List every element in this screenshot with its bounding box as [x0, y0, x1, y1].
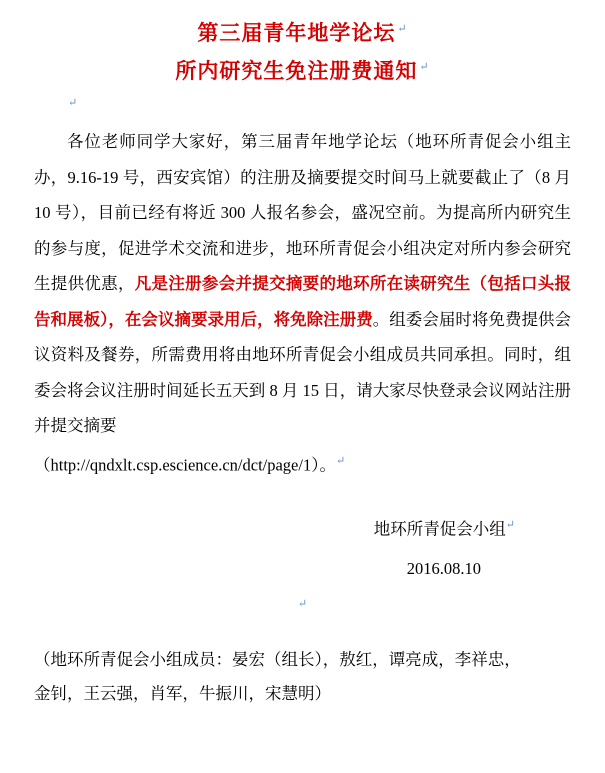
conference-url-text: （http://qndxlt.csp.escience.cn/dct/page/1）。 [34, 455, 336, 474]
blank-line-2 [34, 589, 571, 619]
paragraph-part-2: 。组委会届时将免费提供会议资料及餐券，所需费用将由地环所青促会小组成员共同承担。同时，组委会将会议注册时间延长五天到 8 月 15 日，请大家尽快登录会议网站注册并提交摘要 [34, 309, 572, 435]
paragraph-mark-icon: ↵ [68, 97, 78, 109]
signature-date [34, 549, 515, 589]
signature-org [34, 505, 515, 550]
title-line-1-text: 第三届青年地学论坛 [197, 21, 396, 45]
title-line-2 [34, 50, 571, 88]
title-line-2-text: 所内研究生免注册费通知 [175, 59, 418, 83]
paragraph-highlight: 凡是注册参会并提交摘要的地环所在读研究生（包括口头报告和展板），在会议摘要录用后，将免除注册费 [34, 274, 572, 329]
paragraph-mark-icon: ↵ [335, 454, 346, 467]
paragraph-mark-icon: ↵ [397, 23, 408, 35]
paragraph-mark-icon: ↵ [505, 518, 515, 531]
footer-line-1: （地环所青促会小组成员：晏宏（组长），敖红，谭亮成，李祥忠， [34, 650, 521, 669]
signature-date-text: 2016.08.10 [406, 559, 481, 578]
footer-line-2: 金钊，王云强，肖军，牛振川，宋慧明） [34, 684, 331, 703]
paragraph-part-1: 各位老师同学大家好，第三届青年地学论坛（地环所青促会小组主办，9.16-19 号，西安宾馆）的注册及摘要提交时间马上就要截止了（8 月 10 号），目前已经有将近 300 人报名参会，盛况空前。为提高所内研究生的参与度，促进学术交流和进步，地环所青促会小组决定对所内参会研究生提供优惠， [34, 132, 571, 293]
signature-block [34, 505, 571, 590]
paragraph-mark-icon: ↵ [419, 61, 430, 73]
document-title-block [34, 12, 571, 88]
title-line-1 [34, 12, 571, 50]
signature-org-text: 地环所青促会小组 [373, 519, 506, 538]
body-paragraph [34, 118, 571, 444]
blank-line-1 [34, 88, 571, 118]
conference-url-line[interactable] [34, 444, 571, 483]
paragraph-mark-icon: ↵ [297, 598, 308, 610]
footer-note [34, 643, 571, 711]
